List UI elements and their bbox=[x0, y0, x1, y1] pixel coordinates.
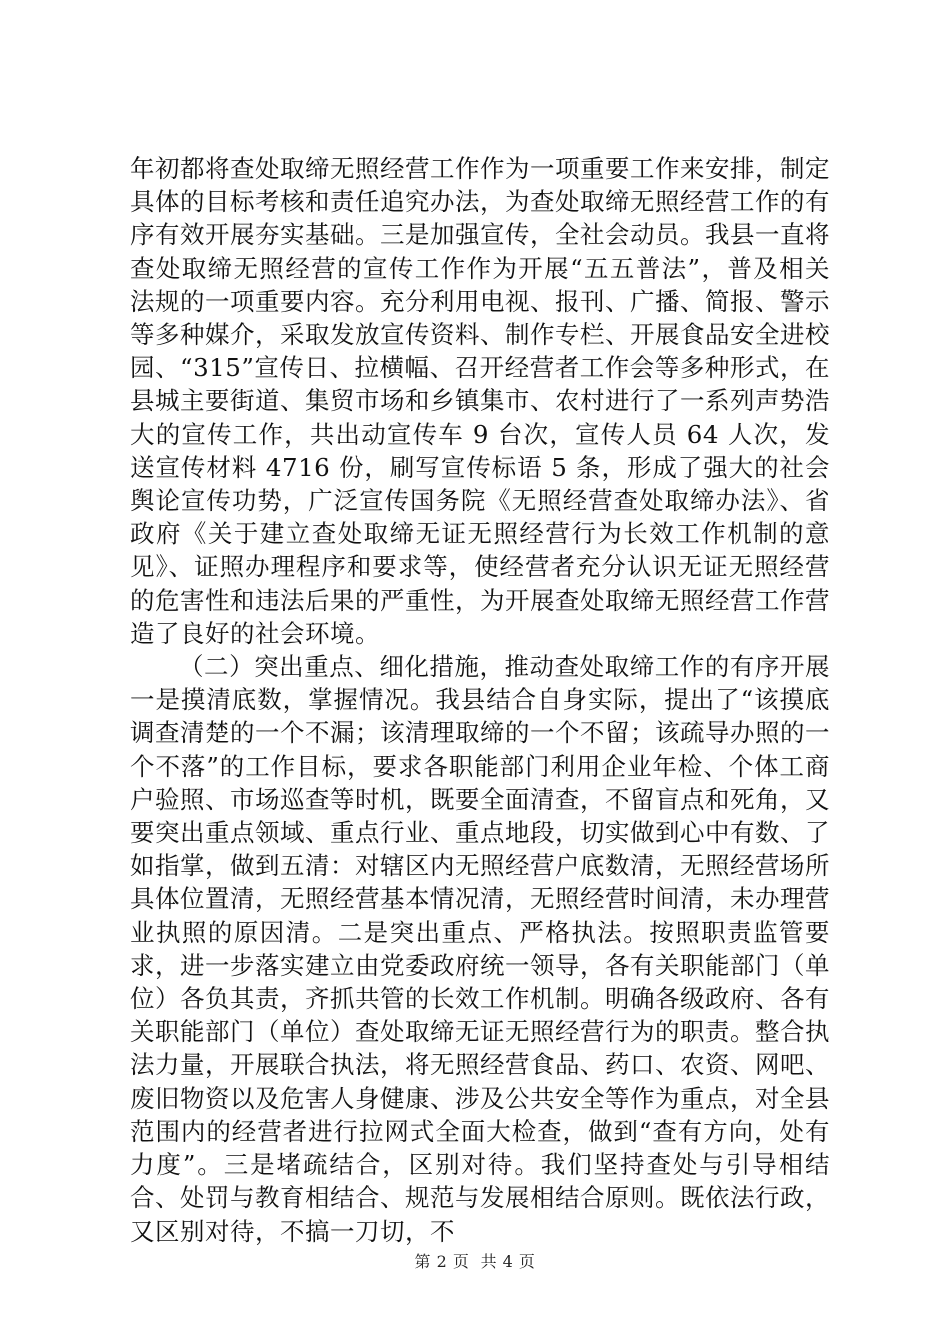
body-paragraph-2: （二）突出重点、细化措施，推动查处取缔工作的有序开展一是摸清底数，掌握情况。我县结合自身实际，提出了“该摸底调查清楚的一个不漏；该清理取缔的一个不留；该疏导办照的一个不落”的工作目标，要求各职能部门利用企业年检、个体工商户验照、市场巡查等时机，既要全面清查，不留盲点和死角，又要突出重点领域、重点行业、重点地段，切实做到心中有数、了如指掌，做到五清：对辖区内无照经营户底数清，无照经营场所具体位置清，无照经营基本情况清，无照经营时间清，未办理营业执照的原因清。二是突出重点、严格执法。按照职责监管要求，进一步落实建立由党委政府统一领导，各有关职能部门（单位）各负其责，齐抓共管的长效工作机制。明确各级政府、各有关职能部门（单位）查处取缔无证无照经营行为的职责。整合执法力量，开展联合执法，将无照经营食品、药口、农资、网吧、废旧物资以及危害人身健康、涉及公共安全等作为重点，对全县范围内的经营者进行拉网式全面大检查，做到“查有方向，处有力度”。三是堵疏结合，区别对待。我们坚持查处与引导相结合、处罚与教育相结合、规范与发展相结合原则。既依法行政，又区别对待，不搞一刀切，不 bbox=[130, 652, 830, 1246]
page-footer bbox=[0, 1249, 950, 1272]
page-number-label: 第 2 页 共 4 页 bbox=[414, 1252, 536, 1271]
body-paragraph-1: 年初都将查处取缔无照经营工作作为一项重要工作来安排，制定具体的目标考核和责任追究办法，为查处取缔无照经营工作的有序有效开展夯实基础。三是加强宣传，全社会动员。我县一直将查处取缔无照经营的宣传工作作为开展“五五普法”，普及相关法规的一项重要内容。充分利用电视、报刊、广播、简报、警示等多种媒介，采取发放宣传资料、制作专栏、开展食品安全进校园、“315”宣传日、拉横幅、召开经营者工作会等多种形式，在县城主要街道、集贸市场和乡镇集市、农村进行了一系列声势浩大的宣传工作，共出动宣传车 9 台次，宣传人员 64 人次，发送宣传材料 4716 份，刷写宣传标语 5 条，形成了强大的社会舆论宣传功势，广泛宣传国务院《无照经营查处取缔办法》、省政府《关于建立查处取缔无证无照经营行为长效工作机制的意见》、证照办理程序和要求等，使经营者充分认识无证无照经营的危害性和违法后果的严重性，为开展查处取缔无照经营工作营造了良好的社会环境。 bbox=[130, 154, 830, 648]
document-body bbox=[130, 152, 830, 1248]
